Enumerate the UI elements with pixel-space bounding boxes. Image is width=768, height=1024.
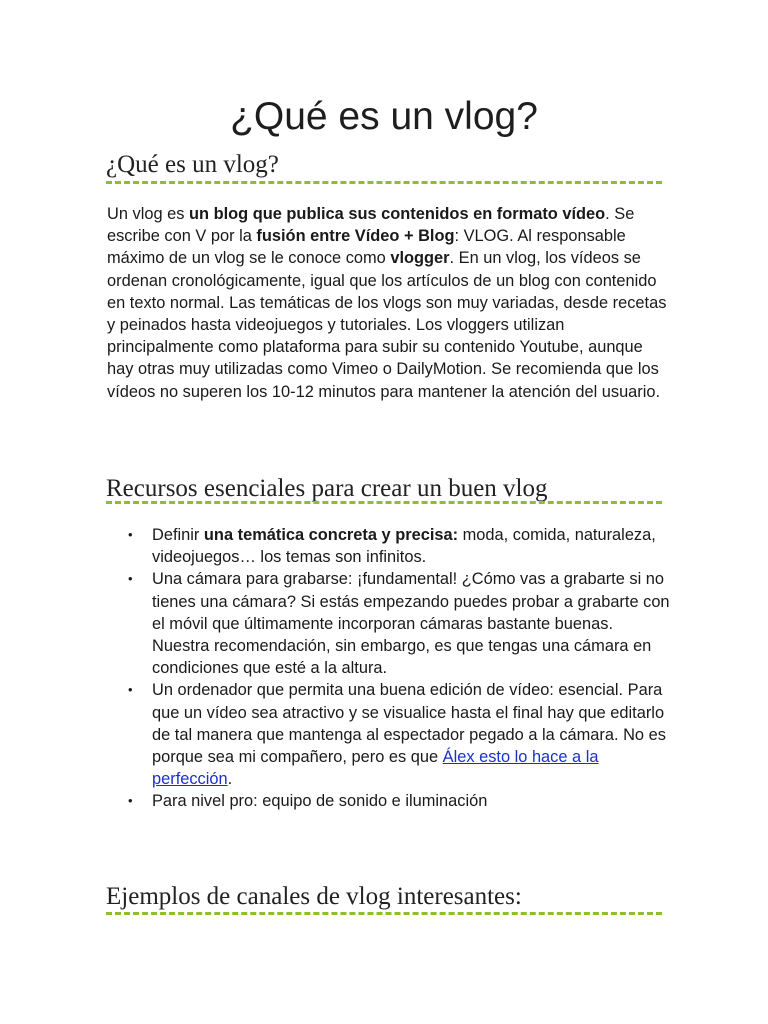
bullet-icon: • [128, 527, 133, 542]
bullet-icon: • [128, 571, 133, 587]
section-heading-recursos: Recursos esenciales para crear un buen vlog [106, 475, 548, 502]
list-item-text: Para nivel pro: equipo de sonido e iluminación [152, 792, 488, 811]
para-text: : VLOG. Al responsable máximo de un vlog se le conoce como [107, 227, 626, 268]
list-item [126, 568, 671, 679]
list-item [126, 790, 671, 812]
page-title: ¿Qué es un vlog? [230, 95, 538, 138]
list-item [126, 524, 671, 568]
section-heading-ejemplos: Ejemplos de canales de vlog interesantes: [106, 883, 522, 910]
list-item-text: Un ordenador que permita una buena edición de vídeo: esencial. Para que un vídeo sea atractivo y se visualice hasta el final hay que editarlo de tal manera que mantenga al espectador pegado a la cámara. No es porque sea mi compañero, pero es que [152, 681, 666, 767]
list-item-text: Definir [152, 526, 204, 544]
para-bold-text: vlogger [390, 249, 450, 268]
list-item-bold-text: una temática concreta y precisa: [203, 526, 459, 544]
section-heading-que-es: ¿Qué es un vlog? [106, 151, 279, 178]
resources-list [126, 524, 671, 813]
para-text: . En un vlog, los vídeos se ordenan cronológicamente, igual que los artículos de un blog con contenido en texto normal. Las temáticas de los vlogs son muy variadas, desde recetas y peinados hasta videojuegos y tutoriales. Los vloggers utilizan principalmente como plataforma para subir su contenido Youtube, aunque hay otras muy utilizadas como Vimeo o DailyMotion. Se recomienda que los vídeos no superen los 10-12 minutos para mantener la atención del usuario. [107, 249, 667, 401]
para-text: Un vlog es [107, 205, 189, 223]
heading-divider [106, 181, 662, 184]
list-item [126, 679, 671, 790]
bullet-icon: • [128, 793, 133, 809]
heading-divider [106, 501, 662, 504]
para-bold-text: un blog que publica sus contenidos en formato vídeo [189, 205, 606, 223]
intro-paragraph [107, 203, 667, 403]
list-item-text: . [227, 770, 233, 789]
heading-divider [106, 912, 662, 915]
bullet-icon: • [128, 682, 133, 698]
list-item-text: Una cámara para grabarse: ¡fundamental! ¿Cómo vas a grabarte si no tienes una cámara? Si estás empezando puedes probar a grabarte con el móvil que últimamente incorporan cámaras bastante buenas. Nuestra recomendación, sin embargo, es que tengas una cámara en condiciones que esté a la altura. [152, 570, 670, 678]
para-bold-text: fusión entre Vídeo + Blog [256, 227, 455, 246]
para-text: . Se escribe con V por la [107, 205, 635, 246]
alex-link[interactable]: Álex esto lo hace a la perfección [152, 748, 599, 789]
list-item-text: moda, comida, naturaleza, videojuegos… los temas son infinitos. [152, 526, 656, 567]
